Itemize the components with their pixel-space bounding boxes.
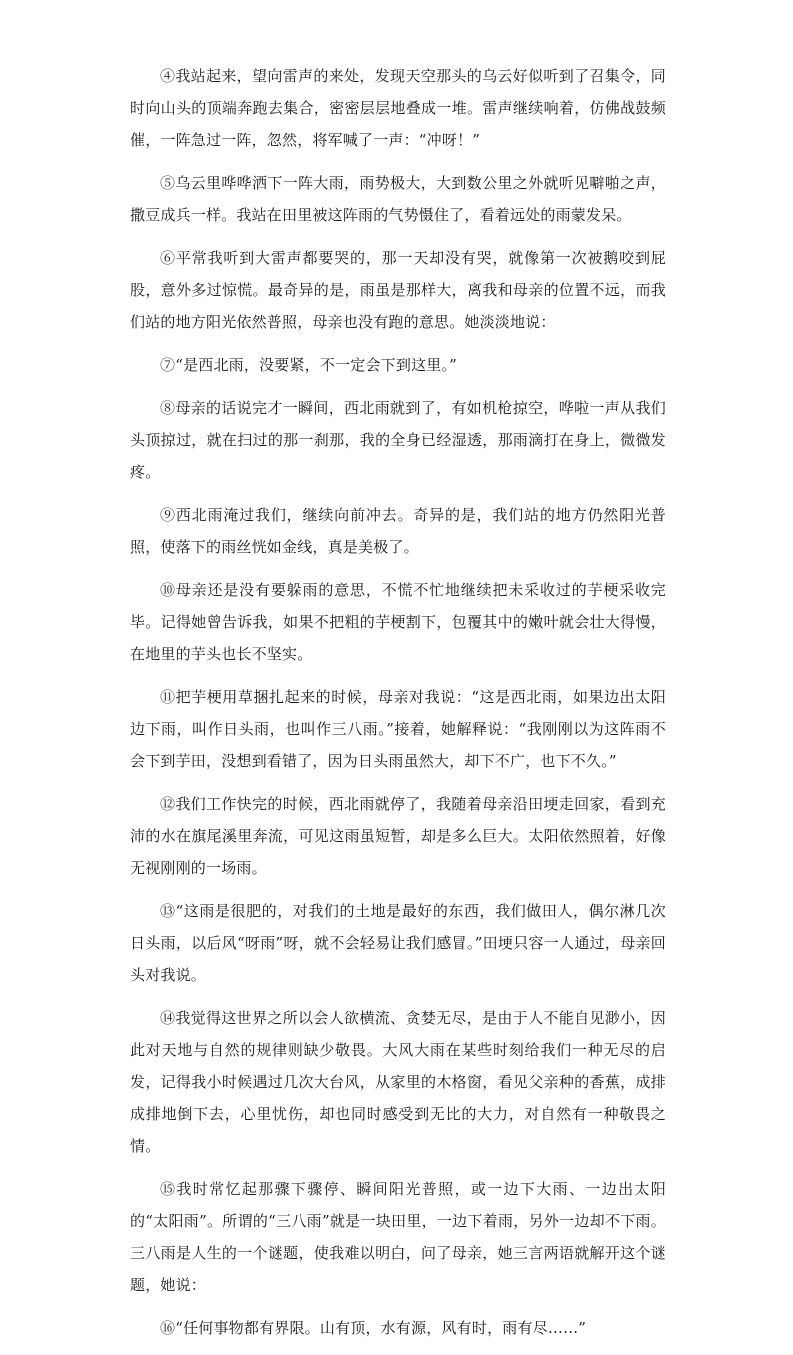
paragraph-10: ⑩母亲还是没有要躲雨的意思，不慌不忙地继续把未采收过的芋梗采收完毕。记得她曾告诉我，如果不把粗的芋梗割下，包覆其中的嫩叶就会壮大得慢，在地里的芋头也长不坚实。 <box>130 581 666 663</box>
paragraph-8: ⑧母亲的话说完才一瞬间，西北雨就到了，有如机枪掠空，哗啦一声从我们头顶掠过，就在扫过的那一刹那，我的全身已经湿透，那雨滴打在身上，微微发疼。 <box>130 399 666 481</box>
paragraph-6: ⑥平常我听到大雷声都要哭的，那一天却没有哭，就像第一次被鹅咬到屁股，意外多过惊慌。最奇异的是，雨虽是那样大，离我和母亲的位置不远，而我们站的地方阳光依然普照，母亲也没有跑的意思。她淡淡地说： <box>130 249 666 331</box>
paragraph-9: ⑨西北雨淹过我们，继续向前冲去。奇异的是，我们站的地方仍然阳光普照，使落下的雨丝恍如金线，真是美极了。 <box>130 506 666 556</box>
paragraph-4: ④我站起来，望向雷声的来处，发现天空那头的乌云好似听到了召集令，同时向山头的顶端奔跑去集合，密密层层地叠成一堆。雷声继续响着，仿佛战鼓频催，一阵急过一阵，忽然，将军喊了一声：“冲呀！” <box>130 67 666 149</box>
paragraph-14: ⑭我觉得这世界之所以会人欲横流、贪婪无尽，是由于人不能自见渺小，因此对天地与自然的规律则缺少敬畏。大风大雨在某些时刻给我们一种无尽的启发，记得我小时候遇过几次大台风，从家里的木格窗，看见父亲种的香蕉，成排成排地倒下去，心里忧伤，却也同时感受到无比的大力，对自然有一种敬畏之情。 <box>130 1009 666 1155</box>
paragraph-16: ⑯“任何事物都有界限。山有顶，水有源，风有时，雨有尽……” <box>160 1319 587 1337</box>
paragraph-7: ⑦“是西北雨，没要紧，不一定会下到这里。” <box>160 356 458 374</box>
paragraph-11: ⑪把芋梗用草捆扎起来的时候，母亲对我说：“这是西北雨，如果边出太阳边下雨，叫作日头雨，也叫作三八雨。”接着，她解释说：“我刚刚以为这阵雨不会下到芋田，没想到看错了，因为日头雨虽然大，却下不广，也下不久。” <box>130 688 666 770</box>
paragraph-12: ⑫我们工作快完的时候，西北雨就停了，我随着母亲沿田埂走回家，看到充沛的水在旗尾溪里奔流，可见这雨虽短暂，却是多么巨大。太阳依然照着，好像无视刚刚的一场雨。 <box>130 795 666 877</box>
paragraph-15: ⑮我时常忆起那骤下骤停、瞬间阳光普照，或一边下大雨、一边出太阳的“太阳雨”。所谓的“三八雨”就是一块田里，一边下着雨，另外一边却不下雨。三八雨是人生的一个谜题，使我难以明白，问了母亲，她三言两语就解开这个谜题，她说： <box>130 1180 666 1294</box>
article-body <box>130 60 666 1355</box>
paragraph-5: ⑤乌云里哗哗洒下一阵大雨，雨势极大，大到数公里之外就听见噼啪之声，撒豆成兵一样。我站在田里被这阵雨的气势慑住了，看着远处的雨蒙发呆。 <box>130 174 666 224</box>
paragraph-13: ⑬“这雨是很肥的，对我们的土地是最好的东西，我们做田人，偶尔淋几次日头雨，以后风“呀雨”呀，就不会轻易让我们感冒。”田埂只容一人通过，母亲回头对我说。 <box>130 902 666 984</box>
